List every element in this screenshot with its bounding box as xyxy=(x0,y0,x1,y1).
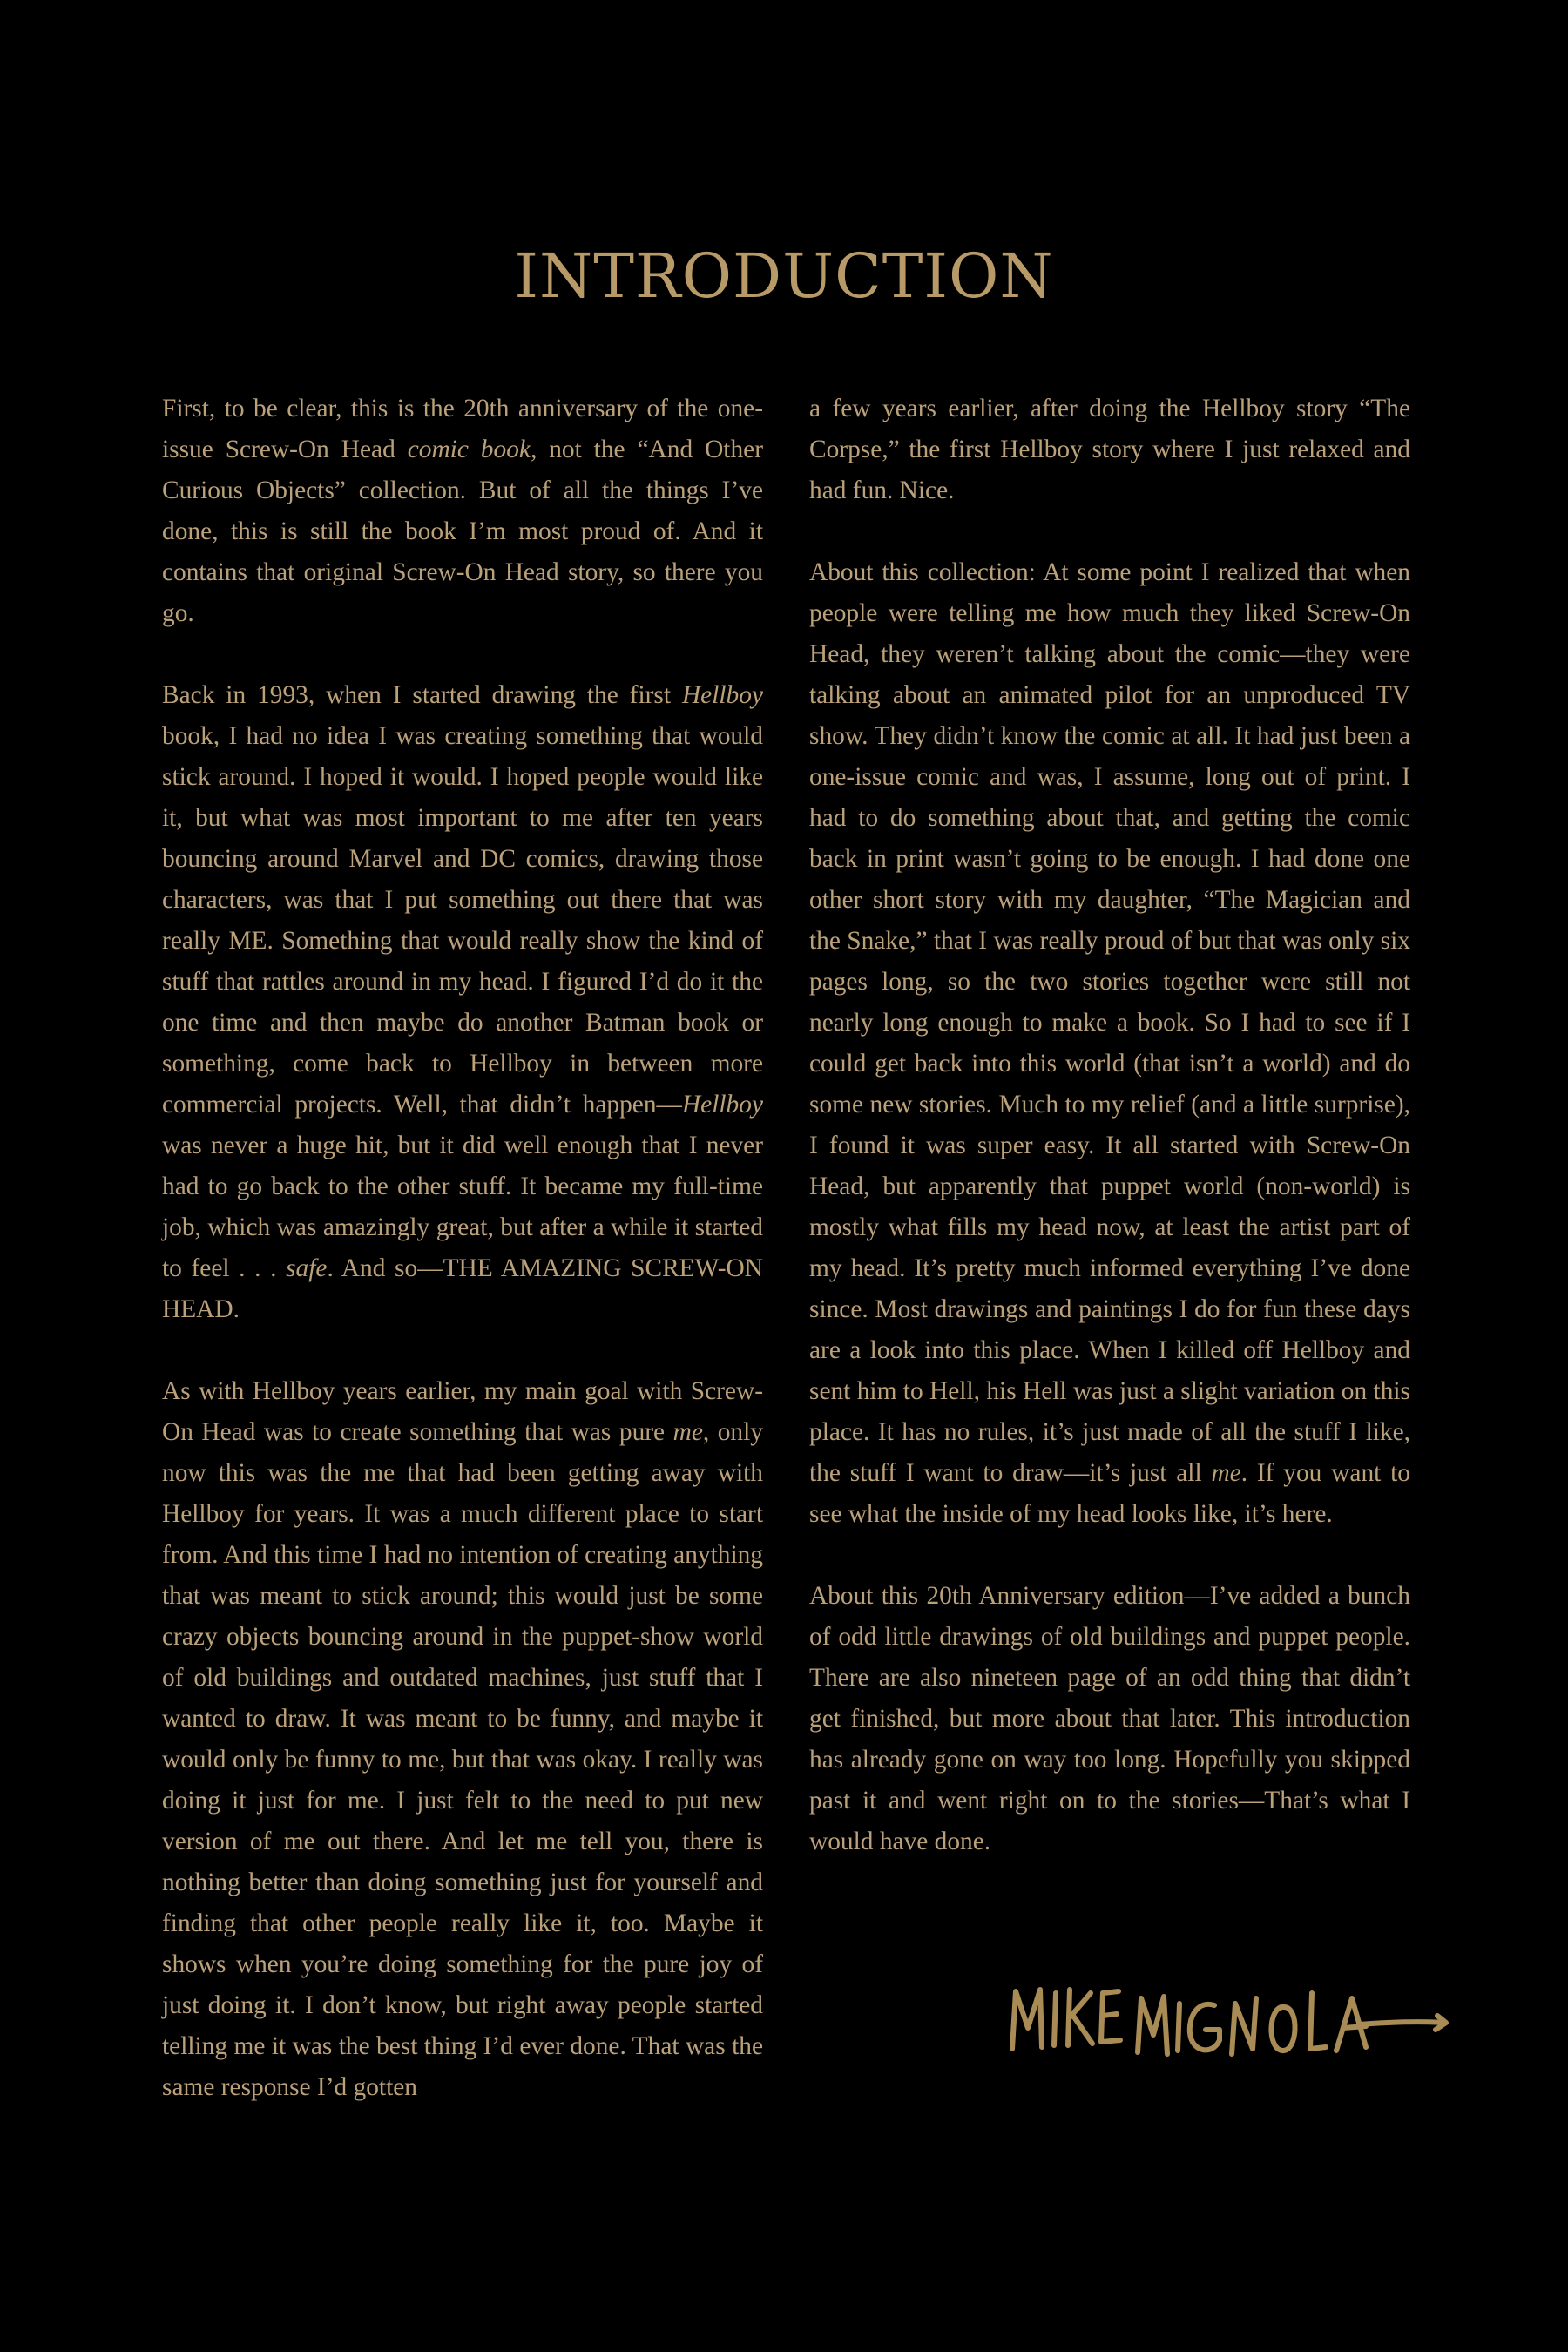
page-title: INTRODUCTION xyxy=(514,240,1054,312)
right-paragraph-1: a few years earlier, after doing the Hellboy story “The Corpse,” the first Hellboy story where I just relaxed and had fun. Nice. xyxy=(809,395,1410,504)
right-paragraph-3: About this 20th Anniversary edition—I’ve added a bunch of odd little drawings of old buildings and puppet people. There are also nineteen page of an odd thing that didn’t get finished, but more about that later. This introduction has already gone on way too long. Hopefully you skipped past it and went right on to the stories—That’s what I would have done. xyxy=(809,1582,1410,1855)
signature-icon xyxy=(1007,1972,1451,2068)
left-paragraph-3: As with Hellboy years earlier, my main goal with Screw-On Head was to create something that was pure me, only now this was the me that had been getting away with Hellboy for years. It was a much different place to start from. And this time I had no intention of creating anything that was meant to stick around; this would just be some crazy objects bouncing around in the puppet-show world of old buildings and outdated machines, just stuff that I wanted to draw. It was meant to be funny, and maybe it would only be funny to me, but that was okay. I really was doing it just for me. I just felt to the need to put new version of me out there. And let me tell you, there is nothing better than doing something just for yourself and finding that other people really like it, too. Maybe it shows when you’re doing something for the pure joy of just doing it. I don’t know, but right away people started telling me it was the best thing I’d ever done. That was the same response I’d gotten xyxy=(162,1377,763,2101)
left-column xyxy=(162,389,763,2108)
left-paragraph-1: First, to be clear, this is the 20th anniversary of the one-issue Screw-On Head comic book, not the “And Other Curious Objects” collection. But of all the things I’ve done, this is still the book I’m most proud of. And it contains that original Screw-On Head story, so there you go. xyxy=(162,395,763,627)
right-column xyxy=(809,389,1410,1862)
left-paragraph-2: Back in 1993, when I started drawing the first Hellboy book, I had no idea I was creating something that would stick around. I hoped it would. I hoped people would like it, but what was most important to me after ten years bouncing around Marvel and DC comics, drawing those characters, was that I put something out there that was really ME. Something that would really show the kind of stuff that rattles around in my head. I figured I’d do it the one time and then maybe do another Batman book or something, come back to Hellboy in between more commercial projects. Well, that didn’t happen—Hellboy was never a huge hit, but it did well enough that I never had to go back to the other stuff. It became my full-time job, which was amazingly great, but after a while it started to feel . . . safe. And so—THE AMAZING SCREW-ON HEAD. xyxy=(162,681,763,1323)
right-paragraph-2: About this collection: At some point I realized that when people were telling me how much they liked Screw-On Head, they weren’t talking about the comic—they were talking about an animated pilot for an unproduced TV show. They didn’t know the comic at all. It had just been a one-issue comic and was, I assume, long out of print. I had to do something about that, and getting the comic back in print wasn’t going to be enough. I had done one other short story with my daughter, “The Magician and the Snake,” that I was really proud of but that was only six pages long, so the two stories together were still not nearly long enough to make a book. So I had to see if I could get back into this world (that isn’t a world) and do some new stories. Much to my relief (and a little surprise), I found it was super easy. It all started with Screw-On Head, but apparently that puppet world (non-world) is mostly what fills my head now, at least the artist part of my head. It’s pretty much informed everything I’ve done since. Most drawings and paintings I do for fun these days are a look into this place. When I killed off Hellboy and sent him to Hell, his Hell was just a slight variation on this place. It has no rules, it’s just made of all the stuff I like, the stuff I want to draw—it’s just all me. If you want to see what the inside of my head looks like, it’s here. xyxy=(809,558,1410,1528)
